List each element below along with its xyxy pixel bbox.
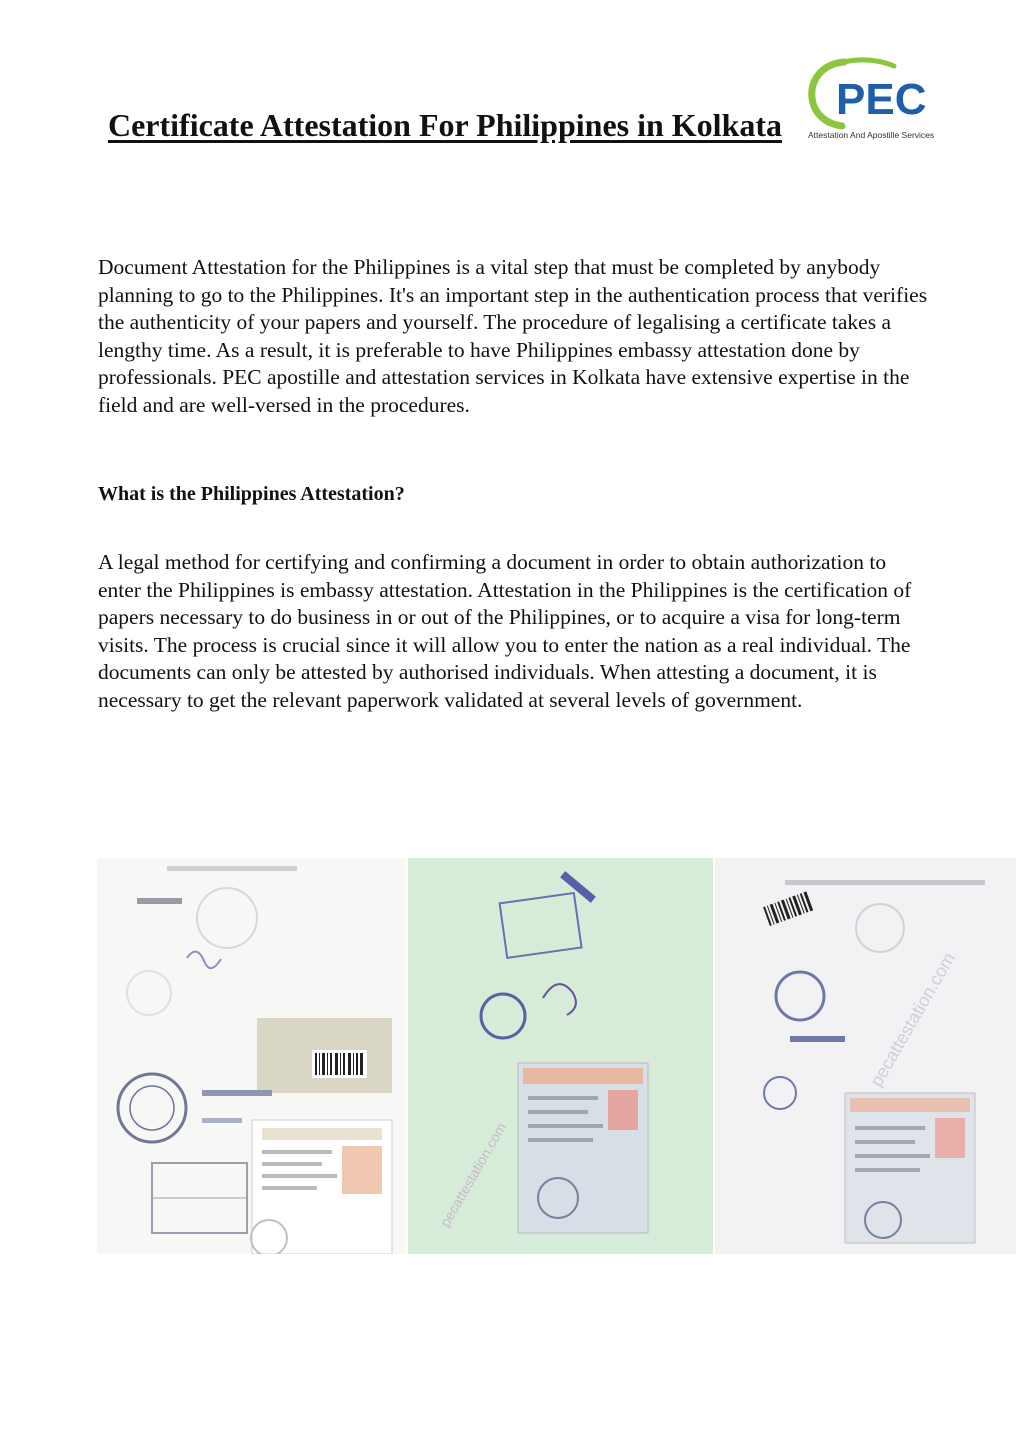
logo-tagline: Attestation And Apostille Services	[808, 130, 935, 140]
page-title: Certificate Attestation For Philippines in Kolkata	[107, 107, 783, 143]
logo-name: PEC	[836, 75, 927, 124]
section-paragraph: A legal method for certifying and confirming a document in order to obtain authorization to enter the Philippines is embassy attestation. Attestation in the Philippines is the certification of papers necessary to do business in or out of the Philippines, or to acquire a visa for long-term visits. The process is crucial since it will allow you to enter the nation as a real individual. The documents can only be attested by authorised individuals. When attesting a document, it is necessary to get the relevant paperwork validated at several levels of government.	[98, 550, 912, 712]
document-photo-3	[715, 858, 1016, 1254]
document-photo-1	[97, 858, 406, 1254]
intro-paragraph: Document Attestation for the Philippines is a vital step that must be completed by anybody planning to go to the Philippines. It's an important step in the authentication process that verifies the authenticity of your papers and yourself. The procedure of legalising a certificate takes a lengthy time. As a result, it is preferable to have Philippines embassy attestation done by professionals. PEC apostille and attestation services in Kolkata have extensive expertise in the field and are well-versed in the procedures.	[98, 255, 928, 417]
watermark-text-2: pecattestation.com	[436, 1119, 510, 1230]
document-photo-2	[408, 858, 713, 1254]
section-heading: What is the Philippines Attestation?	[98, 483, 405, 505]
watermark-text-3: pecattestation.com	[866, 949, 960, 1090]
